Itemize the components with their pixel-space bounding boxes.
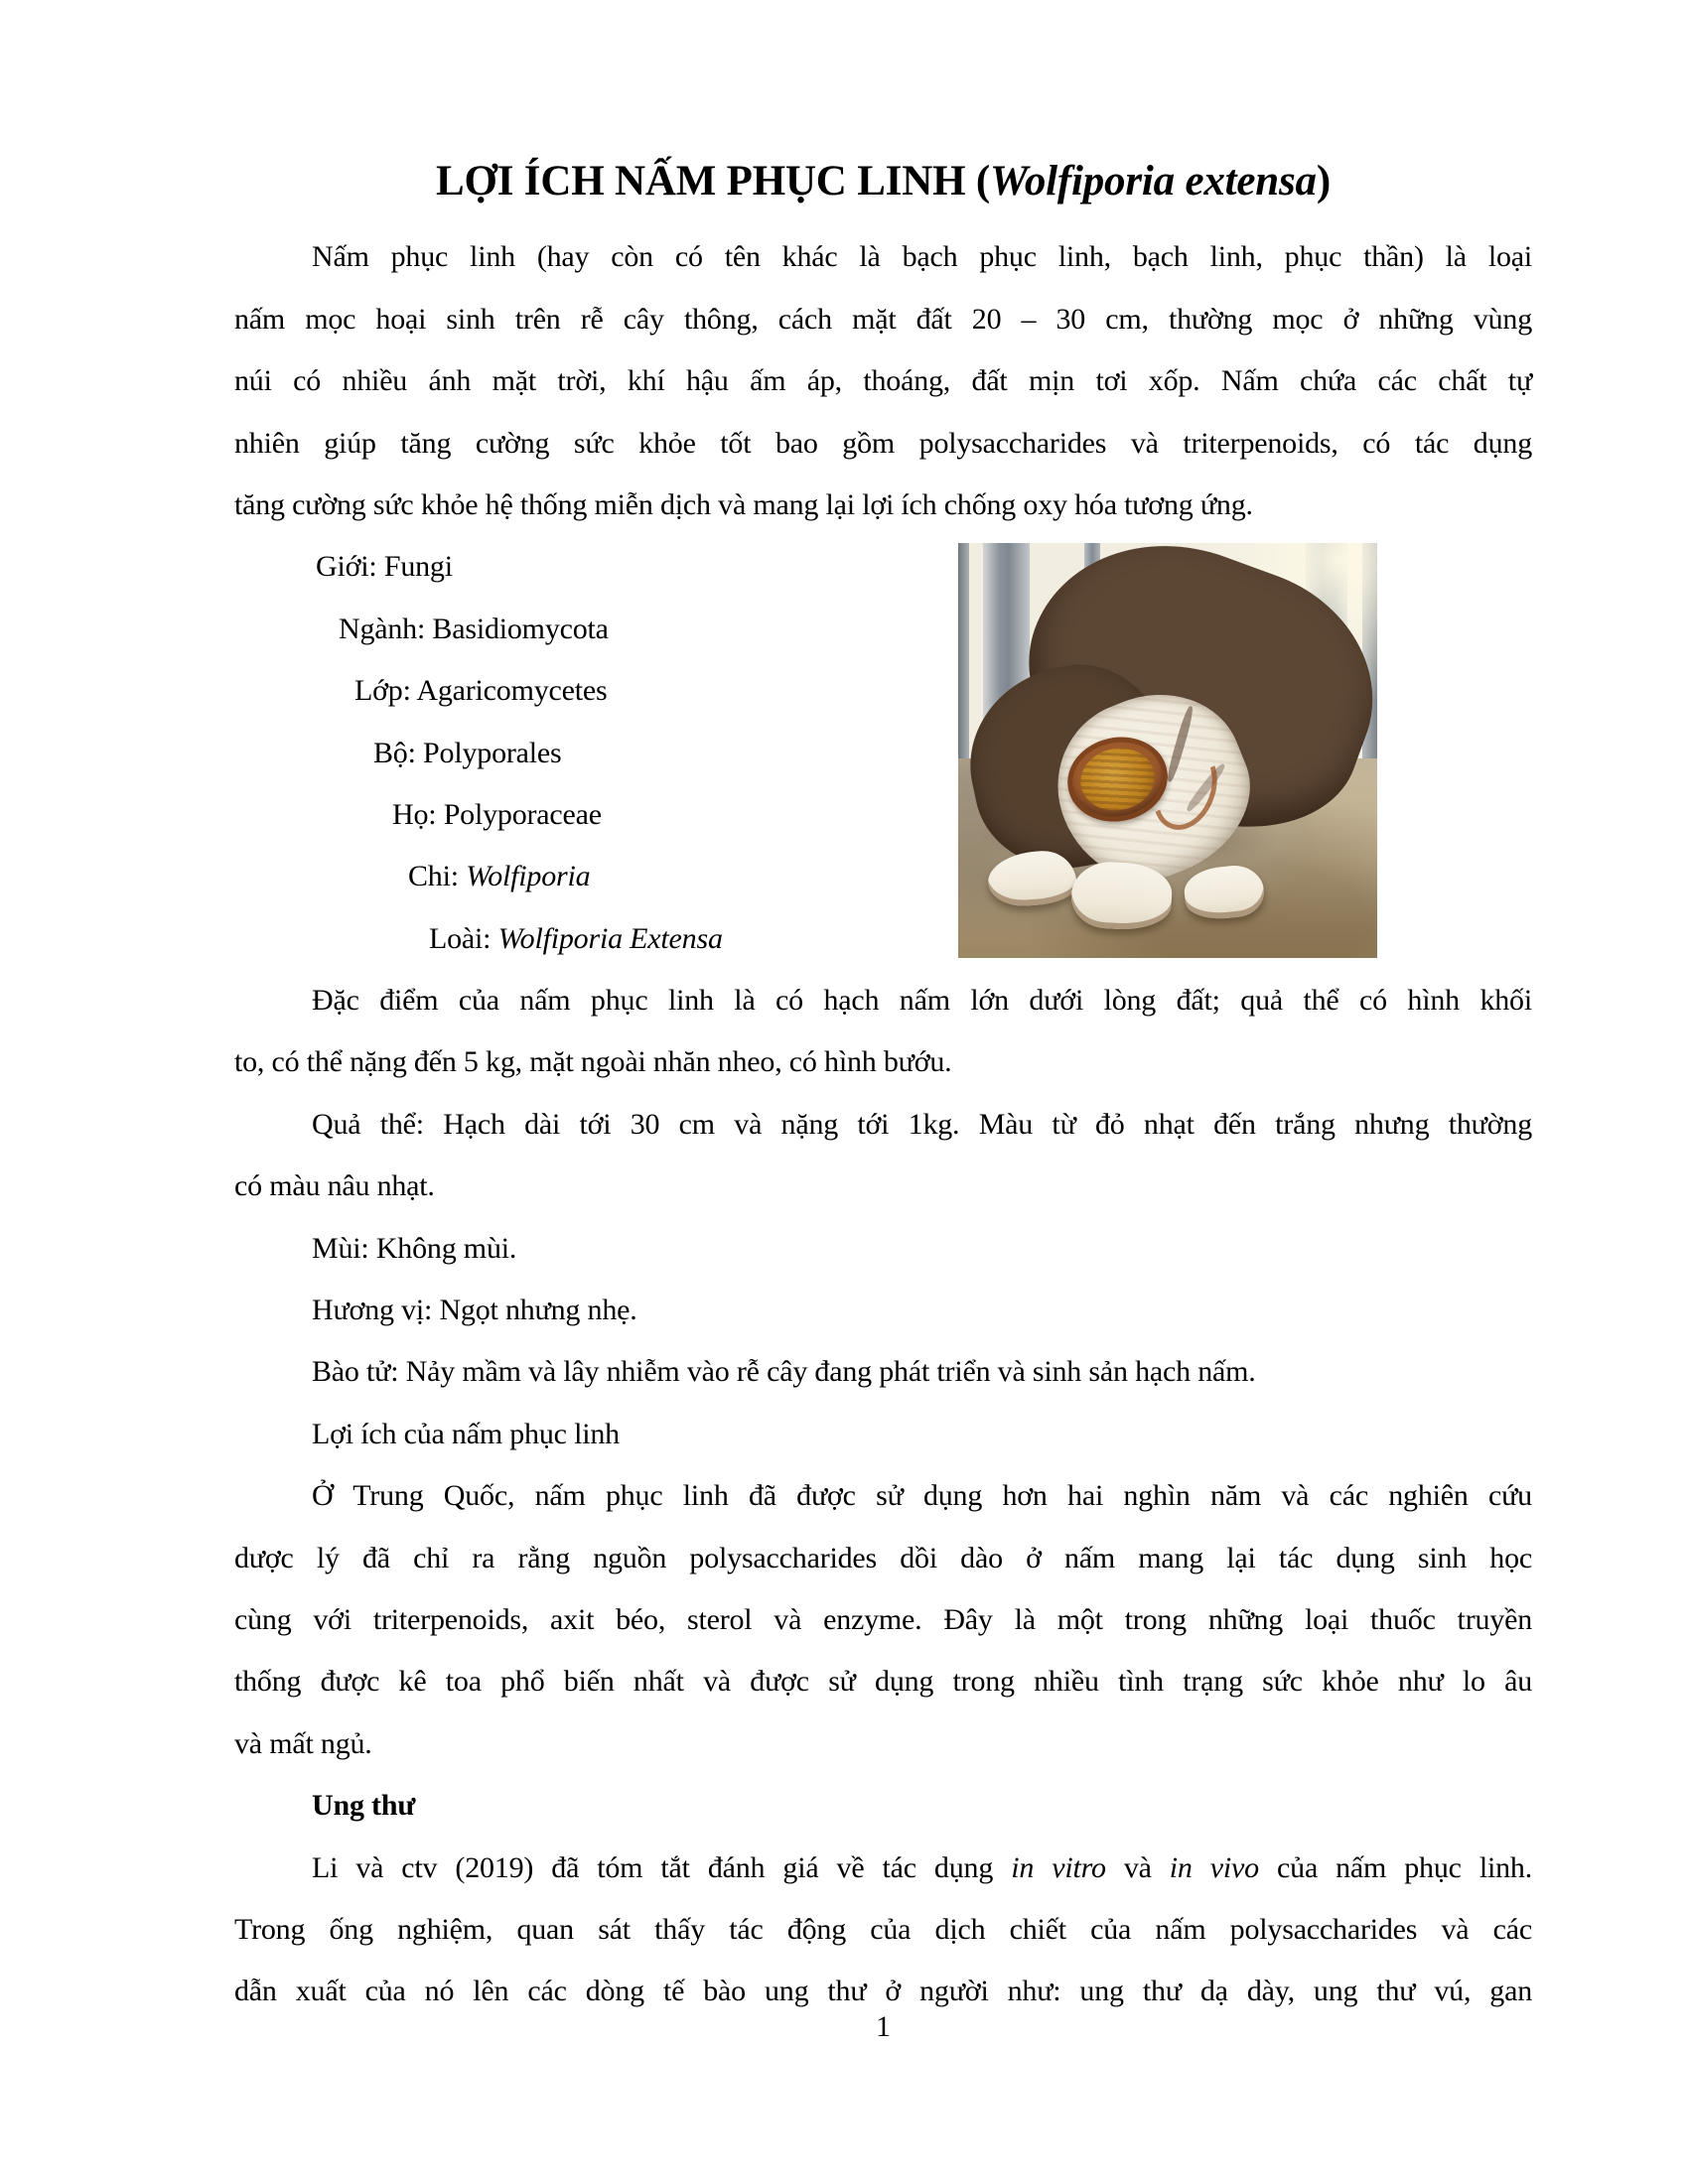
intro-line-2	[234, 289, 1532, 350]
features-line-1	[234, 970, 1532, 1031]
mushroom-photo	[958, 543, 1377, 958]
page-number: 1	[876, 2010, 891, 2043]
text-segment: Bào tử: Nảy mầm và lây nhiễm vào rễ cây đang phát triển và sinh sản hạch nấm.	[312, 1355, 1256, 1389]
text-segment: nấm mọc hoại sinh trên rễ cây thông, cách mặt đất 20 – 30 cm, thường mọc ở những vùng	[234, 302, 1532, 336]
italic-text-segment: Wolfiporia extensa	[990, 158, 1317, 205]
text-segment: LỢI ÍCH NẤM PHỤC LINH (	[436, 158, 990, 205]
document-body	[234, 151, 1532, 2023]
text-segment: Bộ: Polyporales	[373, 736, 562, 769]
smell-line	[234, 1218, 1532, 1280]
fruitbody-line-1	[234, 1094, 1532, 1156]
text-segment: và	[1105, 1850, 1170, 1884]
intro-line-1	[234, 226, 1532, 288]
cancer-heading	[234, 1775, 1532, 1837]
text-segment: Họ: Polyporaceae	[392, 797, 602, 831]
text-segment: của nấm phục linh.	[1258, 1850, 1532, 1884]
cancer-line-2	[234, 1899, 1532, 1961]
intro-line-4	[234, 413, 1532, 475]
text-segment: dẫn xuất của nó lên các dòng tế bào ung thư ở người như: ung thư dạ dày, ung thư vú, gan	[234, 1975, 1532, 2008]
text-segment: )	[1316, 158, 1331, 205]
text-segment: và mất ngủ.	[234, 1726, 372, 1760]
italic-text-segment: Wolfiporia	[466, 860, 591, 893]
text-segment: tăng cường sức khỏe hệ thống miễn dịch và mang lại lợi ích chống oxy hóa tương ứng.	[234, 487, 1253, 521]
text-segment: Ở Trung Quốc, nấm phục linh đã được sử dụng hơn hai nghìn năm và các nghiên cứu	[312, 1479, 1532, 1513]
text-segment: Nấm phục linh (hay còn có tên khác là bạch phục linh, bạch linh, phục thần) là loại	[312, 240, 1532, 274]
china-line-3	[234, 1589, 1532, 1651]
text-segment: Lớp: Agaricomycetes	[354, 674, 608, 708]
intro-line-3	[234, 350, 1532, 412]
spores-line	[234, 1341, 1532, 1403]
text-segment: Trong ống nghiệm, quan sát thấy tác động của dịch chiết của nấm polysaccharides và các	[234, 1912, 1532, 1946]
taste-line	[234, 1280, 1532, 1341]
text-segment: Quả thể: Hạch dài tới 30 cm và nặng tới 1kg. Màu từ đỏ nhạt đến trắng nhưng thường	[312, 1107, 1532, 1141]
text-segment: núi có nhiều ánh mặt trời, khí hậu ấm áp, thoáng, đất mịn tơi xốp. Nấm chứa các chất tự	[234, 364, 1532, 398]
text-segment: nhiên giúp tăng cường sức khỏe tốt bao gồm polysaccharides và triterpenoids, có tác dụng	[234, 426, 1532, 460]
italic-text-segment: in vitro	[1011, 1850, 1106, 1884]
text-segment: Mùi: Không mùi.	[312, 1231, 517, 1265]
china-line-4	[234, 1651, 1532, 1712]
text-segment: Ngành: Basidiomycota	[339, 612, 609, 645]
text-segment: Giới: Fungi	[316, 550, 453, 584]
italic-text-segment: Wolfiporia Extensa	[497, 921, 723, 955]
italic-text-segment: in vivo	[1169, 1850, 1259, 1884]
fruitbody-line-2	[234, 1156, 1532, 1217]
cancer-line-1	[234, 1838, 1532, 1899]
text-segment: Loài:	[429, 921, 498, 955]
text-segment: cùng với triterpenoids, axit béo, sterol và enzyme. Đây là một trong những loại thuốc truyền	[234, 1602, 1532, 1636]
china-line-1	[234, 1465, 1532, 1527]
text-segment: thống được kê toa phổ biến nhất và được sử dụng trong nhiều tình trạng sức khỏe như lo âu	[234, 1665, 1532, 1699]
intro-line-5	[234, 475, 1532, 536]
title	[234, 151, 1532, 212]
text-segment: dược lý đã chỉ ra rằng nguồn polysaccharides dồi dào ở nấm mang lại tác dụng sinh học	[234, 1541, 1532, 1574]
text-segment: Ung thư	[312, 1789, 416, 1823]
text-segment: có màu nâu nhạt.	[234, 1169, 435, 1203]
features-line-2	[234, 1031, 1532, 1093]
china-line-5	[234, 1713, 1532, 1775]
text-segment: to, có thể nặng đến 5 kg, mặt ngoài nhăn nheo, có hình bướu.	[234, 1045, 952, 1079]
text-segment: Chi:	[408, 860, 467, 893]
benefits-heading	[234, 1404, 1532, 1465]
text-segment: Hương vị: Ngọt nhưng nhẹ.	[312, 1294, 637, 1327]
text-segment: Lợi ích của nấm phục linh	[312, 1417, 620, 1450]
text-segment: Đặc điểm của nấm phục linh là có hạch nấm lớn dưới lòng đất; quả thể có hình khối	[312, 984, 1532, 1018]
text-segment: Li và ctv (2019) đã tóm tắt đánh giá về tác dụng	[312, 1850, 1012, 1884]
china-line-2	[234, 1528, 1532, 1589]
